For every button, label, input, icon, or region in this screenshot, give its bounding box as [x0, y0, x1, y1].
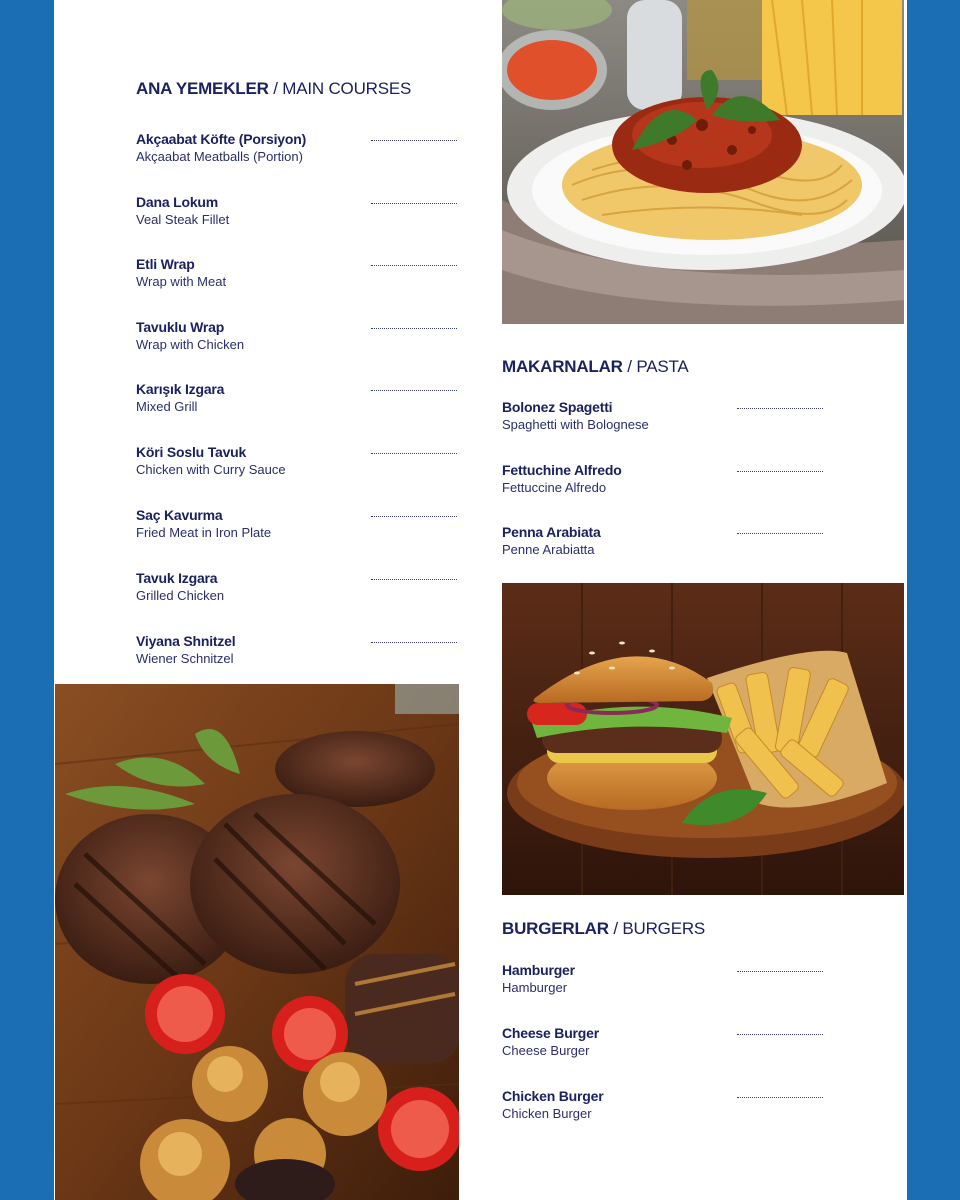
- price-leader: [371, 390, 457, 391]
- price-leader: [737, 471, 823, 472]
- spaghetti-bolognese-photo: [502, 0, 904, 324]
- price-leader: [737, 971, 823, 972]
- menu-item-akcaabat-kofte: [136, 131, 306, 165]
- menu-item-dana-lokum: [136, 194, 229, 228]
- item-name: Karışık Izgara: [136, 381, 225, 397]
- price-leader: [371, 203, 457, 204]
- section-title-pasta: MAKARNALAR / PASTA: [502, 357, 689, 376]
- item-description: Chicken with Curry Sauce: [136, 462, 286, 477]
- price-leader: [371, 453, 457, 454]
- price-leader: [737, 1034, 823, 1035]
- item-name: Viyana Shnitzel: [136, 633, 236, 649]
- item-description: Wrap with Meat: [136, 274, 227, 289]
- menu-item-tavuk-izgara: [136, 570, 224, 604]
- burger-fries-photo: [502, 583, 904, 895]
- price-leader: [737, 1097, 823, 1098]
- item-description: Grilled Chicken: [136, 588, 225, 603]
- item-name: Saç Kavurma: [136, 507, 223, 523]
- item-name: Cheese Burger: [502, 1025, 599, 1041]
- menu-item-bolonez-spagetti: [502, 399, 649, 433]
- item-name: Fettuchine Alfredo: [502, 462, 622, 478]
- menu-item-tavuklu-wrap: [136, 319, 244, 353]
- price-leader: [371, 516, 457, 517]
- item-description: Spaghetti with Bolognese: [502, 417, 649, 432]
- item-description: Mixed Grill: [136, 399, 198, 414]
- price-leader: [371, 579, 457, 580]
- item-description: Wiener Schnitzel: [136, 651, 234, 666]
- price-leader: [371, 328, 457, 329]
- item-name: Etli Wrap: [136, 256, 195, 272]
- item-description: Penne Arabiatta: [502, 542, 595, 557]
- menu-item-hamburger: [502, 962, 575, 996]
- item-name: Hamburger: [502, 962, 575, 978]
- item-description: Akçaabat Meatballs (Portion): [136, 149, 303, 164]
- menu-item-fettuchine-alfredo: [502, 462, 622, 496]
- item-name: Bolonez Spagetti: [502, 399, 613, 415]
- item-description: Chicken Burger: [502, 1106, 592, 1121]
- price-leader: [371, 140, 457, 141]
- item-description: Fettuccine Alfredo: [502, 480, 607, 495]
- item-name: Akçaabat Köfte (Porsiyon): [136, 131, 307, 147]
- item-description: Wrap with Chicken: [136, 337, 245, 352]
- menu-item-viyana-shnitzel: [136, 633, 235, 667]
- section-title-burgers: BURGERLAR / BURGERS: [502, 919, 706, 938]
- item-description: Cheese Burger: [502, 1043, 590, 1058]
- item-name: Chicken Burger: [502, 1088, 604, 1104]
- menu-item-penna-arabiata: [502, 524, 601, 558]
- menu-item-kori-soslu-tavuk: [136, 444, 286, 478]
- price-leader: [737, 533, 823, 534]
- menu-item-sac-kavurma: [136, 507, 271, 541]
- menu-item-chicken-burger: [502, 1088, 603, 1122]
- menu-item-etli-wrap: [136, 256, 226, 290]
- item-name: Dana Lokum: [136, 194, 219, 210]
- price-leader: [371, 265, 457, 266]
- section-title-main-courses: ANA YEMEKLER / MAIN COURSES: [136, 79, 412, 98]
- price-leader: [371, 642, 457, 643]
- menu-item-cheese-burger: [502, 1025, 599, 1059]
- item-name: Tavuk Izgara: [136, 570, 218, 586]
- item-name: Köri Soslu Tavuk: [136, 444, 247, 460]
- item-name: Tavuklu Wrap: [136, 319, 225, 335]
- price-leader: [737, 408, 823, 409]
- grilled-steak-photo: [55, 684, 459, 1200]
- item-description: Fried Meat in Iron Plate: [136, 525, 272, 540]
- menu-item-karisik-izgara: [136, 381, 224, 415]
- item-name: Penna Arabiata: [502, 524, 601, 540]
- menu-page: [54, 0, 907, 1200]
- item-description: Veal Steak Fillet: [136, 212, 230, 227]
- item-description: Hamburger: [502, 980, 568, 995]
